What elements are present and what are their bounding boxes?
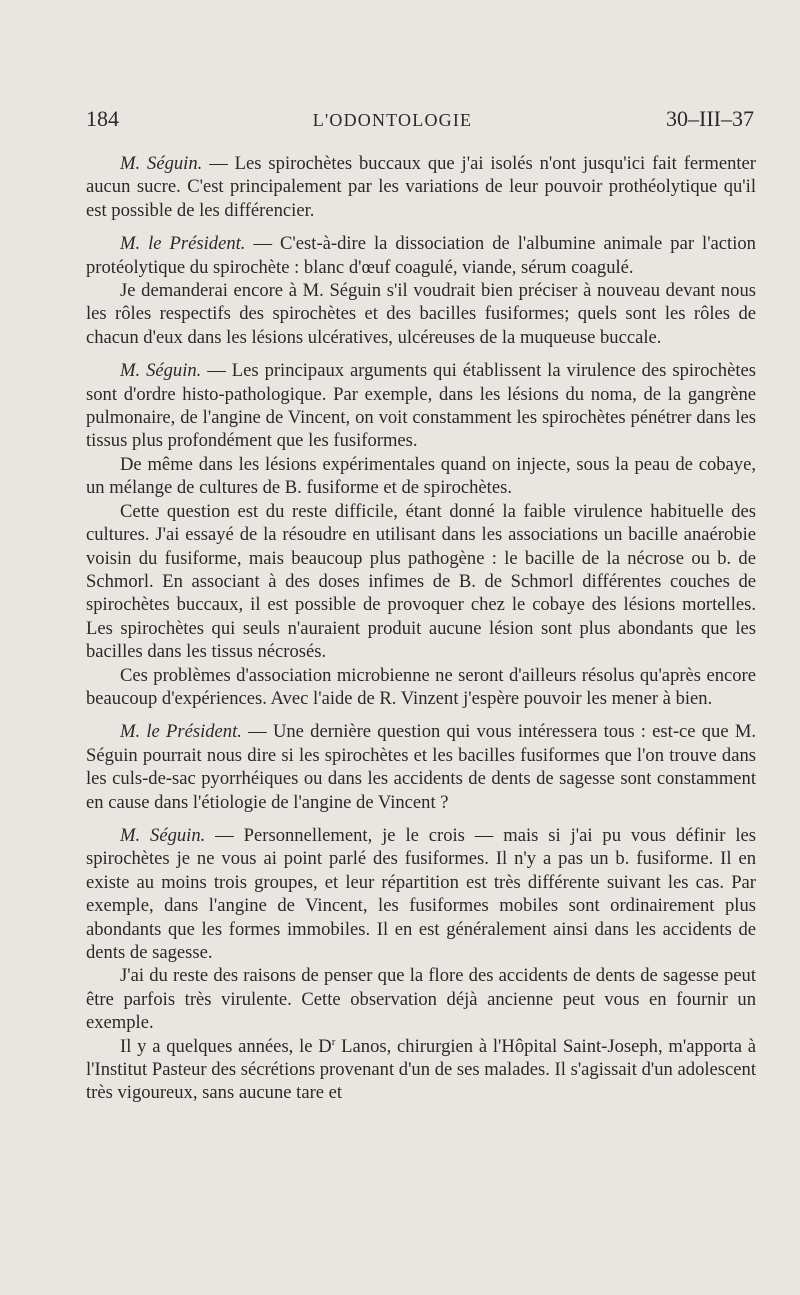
- paragraph-text: — Personnellement, je le crois — mais si j'ai pu vous définir les spirochètes je ne vous ai point parlé des fusiformes. Il n'y a pas un b. fusiforme. Il en existe au moins trois groupes, et leur répartition est très différente suivant les cas. Par exemple, dans l'angine de Vincent, les fusiformes mobiles sont ordinairement plus abondants que les formes immobiles. Il en est généralement ainsi dans les accidents de dents de sagesse.: [86, 824, 756, 963]
- paragraph: [86, 453, 756, 500]
- superscript: r: [331, 1035, 336, 1048]
- paragraph: [86, 279, 756, 349]
- paragraph-text: Lanos, chirurgien à l'Hôpital Saint-Joseph, m'apporta à l'Institut Pasteur des sécrétions provenant d'un de ses malades. Il s'agissait d'un adolescent très vigoureux, sans aucune tare et: [86, 1035, 756, 1104]
- paragraph-text: — C'est-à-dire la dissociation de l'albumine animale par l'action protéolytique du spirochète : blanc d'œuf coagulé, viande, sérum coagulé.: [86, 233, 756, 278]
- page-number: 184: [86, 106, 119, 131]
- body-text: [86, 152, 756, 1105]
- paragraph-text: — Les spirochètes buccaux que j'ai isolés n'ont jusqu'ici fait fermenter aucun sucre. C'est principalement par les variations de leur pouvoir prothéolytique qu'il est possible de les différencier.: [86, 153, 757, 221]
- speaker-name: M. le Président.: [120, 233, 246, 255]
- paragraph-text: J'ai du reste des raisons de penser que la flore des accidents de dents de sagesse peut être parfois très virulente. Cette observation déjà ancienne peut vous en fournir un exemple.: [86, 965, 756, 1034]
- paragraph: [86, 1035, 756, 1105]
- paragraph: [86, 664, 756, 711]
- paragraph: [86, 964, 756, 1034]
- paragraph: [86, 500, 756, 664]
- paragraph-text: — Les principaux arguments qui établissent la virulence des spirochètes sont d'ordre histo-pathologique. Par exemple, dans les lésions du noma, de la gangrène pulmonaire, de l'angine de Vincent, on voit constamment les spirochètes pénétrer dans les tissus plus profondément que les fusiformes.: [86, 360, 756, 452]
- paragraph-text: De même dans les lésions expérimentales quand on injecte, sous la peau de cobaye, un mélange de cultures de B. fusiforme et de spirochètes.: [86, 453, 756, 499]
- paragraph: [86, 152, 756, 222]
- speaker-name: M. le Président.: [120, 721, 242, 743]
- speaker-name: M. Séguin.: [120, 153, 203, 174]
- speaker-name: M. Séguin.: [120, 360, 202, 382]
- paragraph-text: — Une dernière question qui vous intéressera tous : est-ce que M. Séguin pourrait nous dire si les spirochètes et les bacilles fusiformes que l'on trouve dans les culs-de-sac pyorrhéiques ou dans les accidents de dents de sagesse sont constamment en cause dans l'étiologie de l'angine de Vincent ?: [86, 721, 757, 813]
- paragraph: [86, 359, 756, 453]
- journal-title: L'ODONTOLOGIE: [312, 110, 473, 130]
- paragraph: [86, 720, 756, 814]
- paragraph-text-start: Il y a quelques années, le D: [120, 1035, 332, 1057]
- paragraph: [86, 232, 756, 279]
- speaker-name: M. Séguin.: [120, 824, 206, 846]
- issue-date: 30–III–37: [666, 106, 754, 131]
- paragraph-text: Cette question est du reste difficile, étant donné la faible virulence habituelle des cultures. J'ai essayé de la résoudre en utilisant dans les associations un bacille anaérobie voisin du fusiforme, mais beaucoup plus pathogène : le bacille de la nécrose ou b. de Schmorl. En associant à des doses infimes de B. de Schmorl différentes couches de spirochètes buccaux, il est possible de provoquer chez le cobaye des lésions mortelles. Les spirochètes qui seuls n'auraient produit aucune lésion sont plus abondants que les bacilles dans les tissus nécrosés.: [86, 500, 756, 663]
- paragraph-text: Ces problèmes d'association microbienne ne seront d'ailleurs résolus qu'après encore beaucoup d'expériences. Avec l'aide de R. Vinzent j'espère pouvoir les mener à bien.: [86, 664, 756, 709]
- paragraph: [86, 824, 756, 964]
- running-header: [86, 106, 756, 132]
- paragraph-text: Je demanderai encore à M. Séguin s'il voudrait bien préciser à nouveau devant nous les rôles respectifs des spirochètes et des bacilles fusiformes; quels sont les rôles de chacun d'eux dans les lésions ulcératives, ulcéreuses de la muqueuse buccale.: [86, 280, 756, 348]
